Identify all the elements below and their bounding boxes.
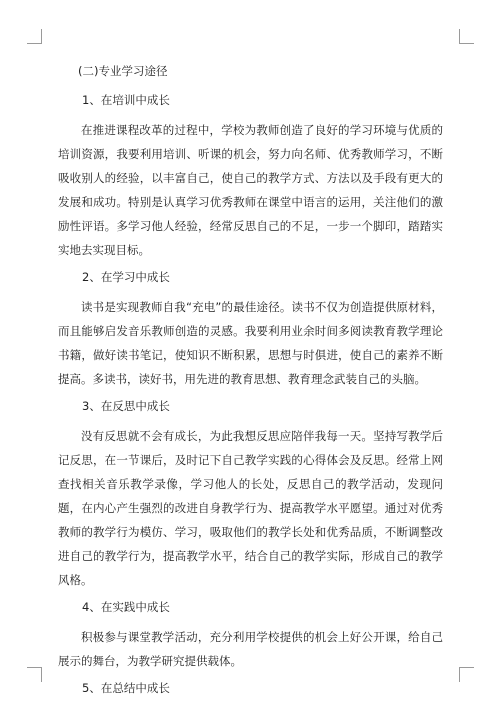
subsection-heading-3: 3、在反思中成长: [82, 399, 170, 413]
subsection-heading-5: 5、在总结中成长: [82, 681, 170, 695]
page-corner-mark-top-right: [459, 29, 474, 44]
page-corner-mark-top-left: [27, 29, 42, 44]
paragraph-4: 积极参与课堂教学活动，充分利用学校提供的机会上好公开课，给自己展示的舞台，为教学研究提供载体。: [58, 630, 443, 668]
paragraph-1: 在推进课程改革的过程中，学校为教师创造了良好的学习环境与优质的培训资源，我要利用培训、听课的机会，努力向名师、优秀教师学习，不断吸收别人的经验，以丰富自己，使自己的教学方式、方法以及手段有更大的发展和成功。特别是认真学习优秀教师在课堂中语言的运用，关注他们的激励性评语。多学习他人经验，经常反思自己的不足，一步一个脚印，踏踏实实地去实现目标。: [58, 123, 443, 257]
paragraph-3: 没有反思就不会有成长，为此我想反思应陪伴我每一天。坚持写教学后记反思，在一节课后，及时记下自己教学实践的心得体会及反思。经常上网查找相关音乐教学录像，学习他人的长处，反思自己的教学活动，发现问题，在内心产生强烈的改进自身教学行为、提高教学水平愿望。通过对优秀教师的教学行为模仿、学习，吸取他们的教学长处和优秀品质，不断调整改进自己的教学行为，提高教学水平，结合自己的教学实际，形成自己的教学风格。: [58, 429, 443, 587]
section-title: (二)专业学习途径: [78, 64, 168, 78]
subsection-heading-4: 4、在实践中成长: [82, 600, 170, 614]
paragraph-2: 读书是实现教师自我“充电”的最佳途径。读书不仅为创造提供原材料，而且能够启发音乐教师创造的灵感。我要利用业余时间多阅读教育教学理论书籍，做好读书笔记，使知识不断积累，思想与时俱进，使自己的素养不断提高。多读书，读好书，用先进的教育思想、教育理念武装自己的头脑。: [58, 300, 443, 386]
subsection-heading-1: 1、在培训中成长: [82, 93, 170, 107]
page-corner-mark-bottom-right: [459, 667, 474, 682]
document-body: [58, 62, 443, 706]
page-corner-mark-bottom-left: [27, 667, 42, 682]
subsection-heading-2: 2、在学习中成长: [82, 270, 170, 284]
